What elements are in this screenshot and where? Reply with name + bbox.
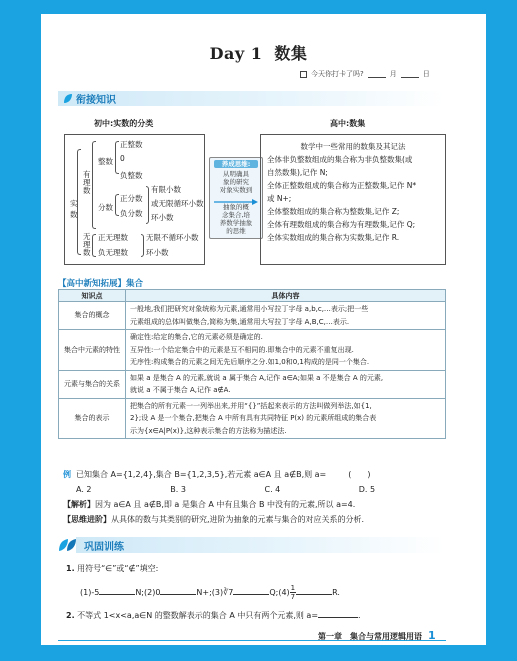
number-set-line: 或 N+; xyxy=(267,194,292,203)
page-footer xyxy=(318,629,436,642)
chapter-label: 第一章 集合与常用逻辑用语 xyxy=(318,632,422,641)
example-question xyxy=(63,467,453,482)
number-set-line: 全体整数组成的集合称为整数集,记作 Z; xyxy=(267,207,400,216)
q1-blank-1[interactable] xyxy=(99,586,135,595)
table-line: 无序性:构成集合的元素之间无先后顺序之分.如1,0和0,1构成的是同一个集合. xyxy=(130,358,370,366)
question-1-blanks xyxy=(80,584,340,601)
thinking-line: 念集合,培 xyxy=(221,211,251,219)
arrow-right-icon xyxy=(214,198,258,206)
table-value xyxy=(126,330,446,371)
thinking-line: 对象实数到 xyxy=(219,186,253,194)
example-options xyxy=(63,482,453,497)
brace-irrational xyxy=(92,234,96,257)
number-set-line: 自然数集),记作 N; xyxy=(267,168,328,177)
table-row xyxy=(59,398,446,439)
page-title xyxy=(0,41,517,64)
brace-integer xyxy=(115,141,119,174)
thinking-text: 从具体的数与其类别的研究,进阶为抽象的元素与集合的对应关系的分析. xyxy=(111,515,365,524)
leaf-icon xyxy=(63,93,73,104)
section-bar-drill xyxy=(58,537,444,553)
number-set-line: 全体实数组成的集合称为实数集,记作 R. xyxy=(267,233,400,242)
label-repeating-decimal: 或无限循环小数 xyxy=(151,199,204,208)
label-negative-fraction: 负分数 xyxy=(120,209,143,218)
q2-text: 不等式 1<x<a,a∈N 的整数解表示的集合 A 中只有两个元素,则 a= xyxy=(77,611,319,620)
thinking-line: 象的研究 xyxy=(223,178,249,186)
q1-text: 用符号“∈”或“∉”填空: xyxy=(77,564,159,573)
label-fraction: 分数 xyxy=(98,203,113,212)
table-header-row xyxy=(59,290,446,302)
right-heading: 高中:数集 xyxy=(330,119,366,128)
date-blank[interactable] xyxy=(401,71,419,78)
month-label: 月 xyxy=(389,70,397,78)
table-line: 互异性:一个给定集合中的元素是互不相同的.即集合中的元素不重复出现. xyxy=(130,345,354,354)
number-sets-box xyxy=(260,134,446,265)
page-number: 1 xyxy=(428,629,436,642)
question-2 xyxy=(66,609,361,621)
table-line: 确定性:给定的集合,它的元素必须是确定的. xyxy=(130,333,263,341)
brace-nonrepeating xyxy=(141,234,144,257)
date-label: 日 xyxy=(422,70,430,78)
brace-real xyxy=(77,149,81,255)
example-block xyxy=(63,467,453,527)
table-key-text: 集合中元素的特性 xyxy=(64,345,120,354)
fraction-denominator: 7 xyxy=(290,593,296,601)
label-negative-irrational: 负无理数 xyxy=(98,248,128,257)
label-shi: 实 xyxy=(70,199,78,208)
table-key: 集合的概念 xyxy=(59,302,126,330)
thinking-tag: 【思维进阶】 xyxy=(63,515,111,524)
table-line: 如果 a 是集合 A 的元素,就说 a 属于集合 A,记作 a∈A;如果 a 不是集合 A 的元素, xyxy=(130,373,384,382)
table-line: 就说 a 不属于集合 A,记作 a∉A. xyxy=(130,386,231,394)
real-number-classification xyxy=(64,134,205,265)
q1-number: 1. xyxy=(66,564,75,573)
label-positive-irrational: 正无理数 xyxy=(98,233,128,242)
table-row xyxy=(59,330,446,371)
q1-part: (1)-5 xyxy=(80,588,100,597)
analysis-tag: 【解析】 xyxy=(63,500,95,509)
table-key: 元素与集合的关系 xyxy=(59,370,126,398)
topic-label: 数集 xyxy=(274,44,308,63)
table-line: 示为{x∈A|P(x)},这种表示集合的方法称为描述法. xyxy=(130,426,287,435)
label-decimal-end: 环小数 xyxy=(151,213,174,222)
thinking-line: 抽象的概 xyxy=(223,203,249,211)
label-nonrepeating-end: 环小数 xyxy=(146,248,169,257)
q1-part: R. xyxy=(332,588,340,597)
day-label: Day 1 xyxy=(209,44,263,63)
label-nonrepeating-decimal: 无限不循环小数 xyxy=(146,233,199,242)
q2-end: . xyxy=(358,611,361,620)
section-label: 衔接知识 xyxy=(76,95,116,106)
fraction-numerator: 1 xyxy=(290,584,296,592)
q1-part: N+;(3)∛7 xyxy=(196,588,234,597)
answer-paren[interactable]: ( ) xyxy=(348,470,371,479)
table-line: 2};设 A 是一个集合,把集合 A 中所有具有共同特征 P(x) 的元素所组成的集合表 xyxy=(130,414,377,422)
q1-part: Q;(4) xyxy=(269,588,290,597)
option-b[interactable]: B. 3 xyxy=(170,485,186,494)
option-d[interactable]: D. 5 xyxy=(358,485,376,494)
q1-blank-3[interactable] xyxy=(233,586,269,595)
option-c[interactable]: C. 4 xyxy=(264,485,281,494)
label-irrational: 无理数 xyxy=(83,232,91,257)
left-heading: 初中:实数的分类 xyxy=(94,119,154,128)
checkbox-icon[interactable] xyxy=(300,71,307,78)
drill-bar-bg xyxy=(76,537,444,553)
number-set-line: 全体正整数组成的集合称为正整数集,记作 N* xyxy=(267,181,417,190)
top-strip xyxy=(41,0,486,14)
number-set-line: 数学中一些常用的数集及其记法 xyxy=(300,142,406,151)
label-positive-integer: 正整数 xyxy=(120,140,143,149)
q1-part: N;(2)0 xyxy=(135,588,161,597)
double-leaf-icon xyxy=(58,538,80,552)
q2-number: 2. xyxy=(66,611,75,620)
table-line: 元素组成的总体叫做集合,简称为集,通常用大写拉丁字母 A,B,C,…表示. xyxy=(130,317,350,326)
thinking-advance xyxy=(63,512,453,527)
table-row xyxy=(59,370,446,398)
q2-blank[interactable] xyxy=(318,609,358,618)
example-tag: 例 xyxy=(63,470,71,479)
analysis-text: 因为 a∈A 且 a∉B,即 a 是集合 A 中有且集合 B 中没有的元素,所以 a=4. xyxy=(95,500,356,509)
example-question-text: 已知集合 A={1,2,4},集合 B={1,2,3,5},若元素 a∈A 且 a∉B,则 a= xyxy=(76,470,327,479)
q1-blank-4[interactable] xyxy=(296,586,332,595)
number-set-line: 全体有理数组成的集合称为有理数集,记作 Q; xyxy=(267,220,416,229)
q1-blank-2[interactable] xyxy=(160,586,196,595)
brace-rational xyxy=(92,141,96,229)
table-value xyxy=(126,370,446,398)
label-positive-fraction: 正分数 xyxy=(120,194,143,203)
option-a[interactable]: A. 2 xyxy=(76,485,92,494)
drill-label: 巩固训练 xyxy=(84,542,124,553)
thinking-note-header: 养成思维: xyxy=(214,160,258,168)
question-1 xyxy=(66,563,158,574)
new-knowledge-title: 【高中新知拓展】集合 xyxy=(58,279,144,289)
table-header-content: 具体内容 xyxy=(126,290,446,302)
table-line: 一般地,我们把研究对象统称为元素,通常用小写拉丁字母 a,b,c,…表示;把一些 xyxy=(130,305,369,313)
table-value xyxy=(126,302,446,330)
table-header-point: 知识点 xyxy=(59,290,126,302)
thinking-line: 的思维 xyxy=(226,227,246,235)
month-blank[interactable] xyxy=(368,71,386,78)
checkin-text: 今天你打卡了吗? xyxy=(311,70,364,78)
label-finite-decimal: 有限小数 xyxy=(151,185,181,194)
table-key: 集合的表示 xyxy=(59,398,126,439)
label-zero: 0 xyxy=(120,154,125,163)
thinking-line: 养数学抽象 xyxy=(219,219,253,227)
table-value xyxy=(126,398,446,439)
section-bar-bridge xyxy=(58,91,444,106)
thinking-line: 从明确具 xyxy=(223,170,249,178)
table-line: 把集合的所有元素一一列举出来,并用“{}”括起来表示的方法叫做列举法,如{1, xyxy=(130,401,372,410)
label-negative-integer: 负整数 xyxy=(120,171,143,180)
label-rational: 有理数 xyxy=(83,170,91,195)
number-set-line: 全体非负整数组成的集合称为非负整数集(或 xyxy=(267,155,413,164)
knowledge-table xyxy=(58,289,446,439)
table-key xyxy=(59,330,126,371)
label-shu: 数 xyxy=(70,210,78,219)
label-integer: 整数 xyxy=(98,157,113,166)
brace-fraction xyxy=(115,194,119,216)
checkin-hint xyxy=(300,69,430,79)
table-row xyxy=(59,302,446,330)
brace-decimal xyxy=(146,186,149,224)
analysis xyxy=(63,497,453,512)
